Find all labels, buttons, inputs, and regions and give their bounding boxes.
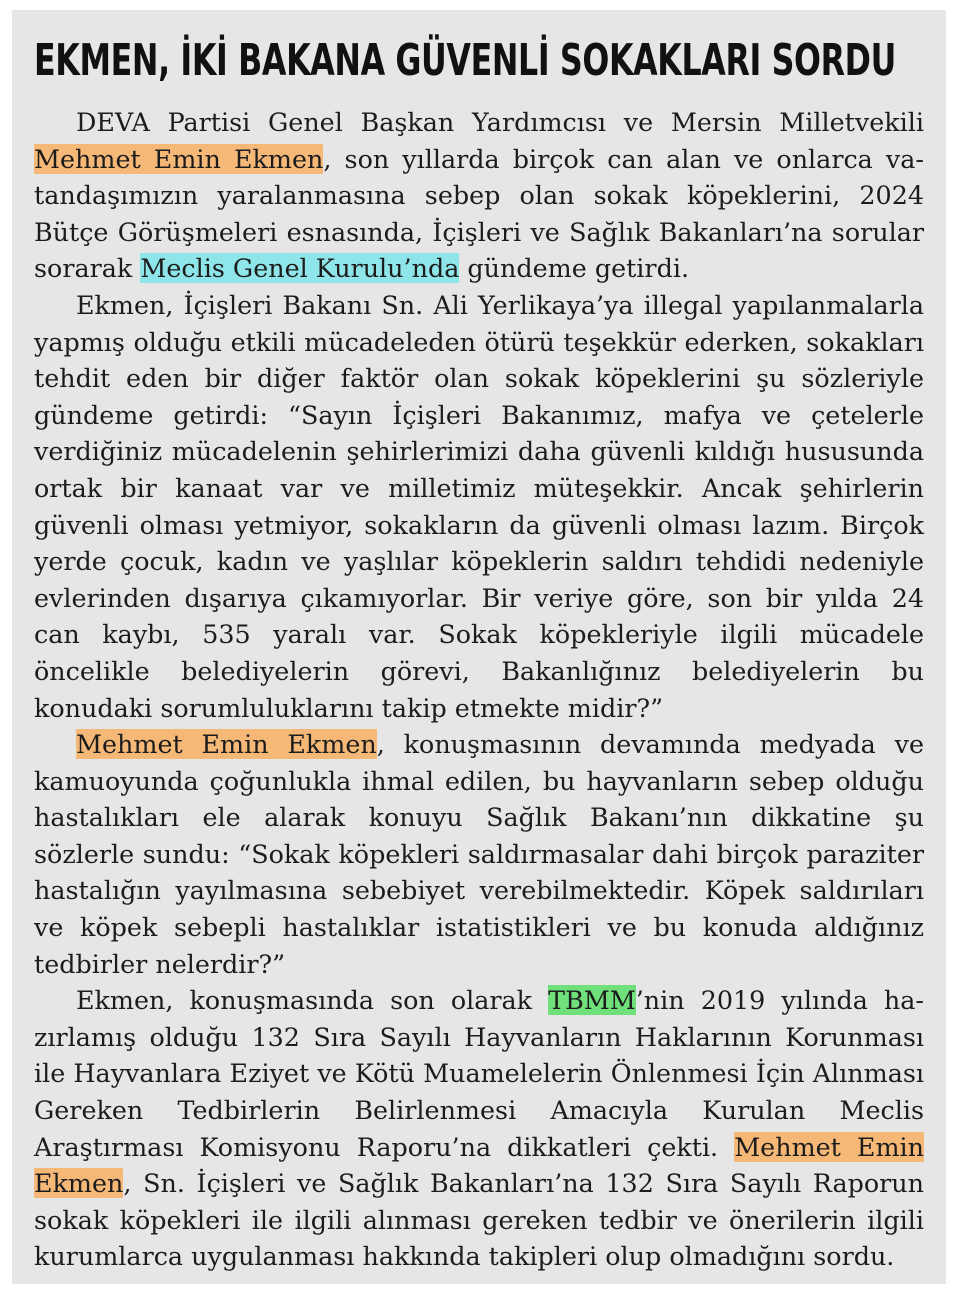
paragraph-text: , konuşmasının devamında medyada ve kamuoyunda çoğunlukla ihmal edilen, bu hayvanların sebep olduğu hastalıkları ele alarak konuyu Sağlık Bakanı’nın dikkatine şu sözlerle sundu: “Sokak köpekleri saldırmasalar dahi birçok paraziter hastalığın yayılmasına sebebiyet verebilmektedir. Köpek saldırıları ve köpek sebepli hastalıklar istatistikleri ve bu konuda aldığınız tedbirler nelerdir?” bbox=[34, 729, 924, 979]
paragraph-text: Ekmen, konuşmasında son olarak bbox=[76, 985, 549, 1016]
article-paragraph bbox=[34, 104, 924, 287]
paragraph-text: , Sn. İçişleri ve Sağlık Bakanları’na 132 Sıra Sayılı Raporun sokak köpekleri ile ilgili alınması gereken tedbir ve önerilerin ilgili kurumlarca uygulanması hakkında takipleri olup olmadığını sordu. bbox=[34, 1168, 924, 1272]
highlighted-name: Meclis Genel Kurulu’nda bbox=[140, 253, 460, 284]
paragraph-text: Ekmen, İçişleri Bakanı Sn. Ali Yerlikaya’ya illegal yapılanmalarla yapmış olduğu etkili mücadeleden ötürü teşekkür ederken, sokakları tehdit eden bir diğer faktör olan sokak köpeklerini şu sözleriyle gündeme getirdi: “Sayın İçişleri Bakanımız, mafya ve çetelerle verdiğiniz mücadelenin şehirlerimizi daha güvenli kıldığı hususunda ortak bir kanaat var ve milletimiz müteşekkir. Ancak şehirlerin güvenli olması yetmiyor, sokakların da güvenli olması lazım. Birçok yerde çocuk, kadın ve yaşlılar köpeklerin saldırı tehdidi nedeniyle evlerinden dışarıya çıkamıyorlar. Bir veriye göre, son bir yılda 24 can kaybı, 535 yaralı var. Sokak köpekleriyle ilgili mücadele öncelikle belediyelerin görevi, Bakanlığınız belediyelerin bu konudaki sorumluluklarını takip etmekte midir?” bbox=[34, 289, 924, 723]
headline: EKMEN, İKİ BAKANA GÜVENLİ SOKAKLARI SORDU bbox=[34, 35, 896, 86]
article-paragraph bbox=[34, 287, 924, 726]
highlighted-name: Mehmet Emin Ekmen bbox=[76, 729, 377, 760]
article-paragraph bbox=[34, 726, 924, 982]
paragraph-text: , son yıllarda birçok can alan ve onlarca vatandaşımızın yaralanmasına sebep olan sokak köpeklerini, 2024 Bütçe Görüşmeleri esnasında, İçişleri ve Sağlık Bakanları’na sorular sorarak bbox=[34, 143, 924, 284]
news-clipping bbox=[12, 10, 946, 1284]
paragraph-text: ’nin 2019 yılında hazırlamış olduğu 132 Sıra Sayılı Hayvanların Haklarının Korunması ile Hayvanlara Eziyet ve Kötü Muamelelerin Önlenmesi İçin Alınması Gereken Tedbirlerin Belirlenmesi Amacıyla Kurulan Meclis Araştırması Komisyonu Raporu’na dikkatleri çekti. bbox=[34, 985, 925, 1162]
article-paragraph bbox=[34, 982, 924, 1275]
highlighted-name: TBMM bbox=[548, 985, 636, 1016]
paragraph-text: gündeme getirdi. bbox=[459, 253, 690, 284]
article-body bbox=[34, 104, 924, 1275]
paragraph-text: DEVA Partisi Genel Başkan Yardımcısı ve Mersin Milletvekili bbox=[76, 107, 924, 137]
highlighted-name: Mehmet Emin Ekmen bbox=[34, 143, 324, 174]
highlighted-name: Mehmet Emin Ekmen bbox=[34, 1131, 924, 1199]
